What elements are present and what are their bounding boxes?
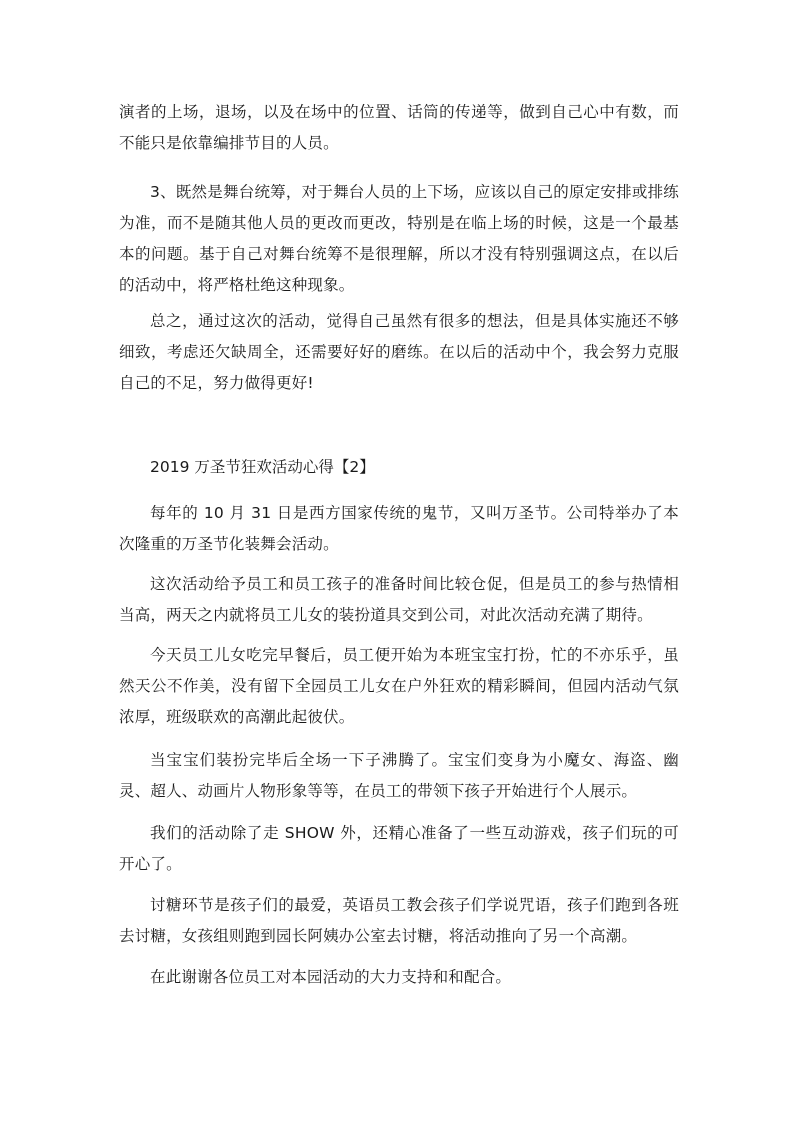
section-title: 2019 万圣节狂欢活动心得【2】: [150, 458, 375, 476]
paragraph-intro: 每年的 10 月 31 日是西方国家传统的鬼节，又叫万圣节。公司特举办了本次隆重的万圣节化装舞会活动。: [119, 504, 679, 553]
paragraph-continuation: 演者的上场，退场，以及在场中的位置、话筒的传递等，做到自己心中有数，而不能只是依靠编排节目的人员。: [119, 103, 679, 152]
paragraph-summary: 总之，通过这次的活动，觉得自己虽然有很多的想法，但是具体实施还不够细致，考虑还欠缺周全，还需要好好的磨练。在以后的活动中个，我会努力克服自己的不足，努力做得更好!: [119, 312, 679, 392]
paragraph-games: 我们的活动除了走 SHOW 外，还精心准备了一些互动游戏，孩子们玩的可开心了。: [119, 824, 679, 873]
paragraph-preparation: 这次活动给予员工和员工孩子的准备时间比较仓促，但是员工的参与热情相当高，两天之内就将员工儿女的装扮道具交到公司，对此次活动充满了期待。: [119, 575, 679, 624]
paragraph-thanks: 在此谢谢各位员工对本园活动的大力支持和和配合。: [150, 968, 512, 986]
paragraph-costumes: 当宝宝们装扮完毕后全场一下子沸腾了。宝宝们变身为小魔女、海盗、幽灵、超人、动画片人物形象等等，在员工的带领下孩子开始进行个人展示。: [119, 751, 679, 800]
paragraph-point-3: 3、既然是舞台统筹，对于舞台人员的上下场，应该以自己的原定安排或排练为准，而不是随其他人员的更改而更改，特别是在临上场的时候，这是一个最基本的问题。基于自己对舞台统筹不是很理解，所以才没有特别强调这点，在以后的活动中，将严格杜绝这种现象。: [119, 183, 679, 294]
paragraph-morning: 今天员工儿女吃完早餐后，员工便开始为本班宝宝打扮，忙的不亦乐乎，虽然天公不作美，没有留下全园员工儿女在户外狂欢的精彩瞬间，但园内活动气氛浓厚，班级联欢的高潮此起彼伏。: [119, 646, 679, 726]
paragraph-candy: 讨糖环节是孩子们的最爱，英语员工教会孩子们学说咒语，孩子们跑到各班去讨糖，女孩组则跑到园长阿姨办公室去讨糖，将活动推向了另一个高潮。: [119, 896, 679, 945]
